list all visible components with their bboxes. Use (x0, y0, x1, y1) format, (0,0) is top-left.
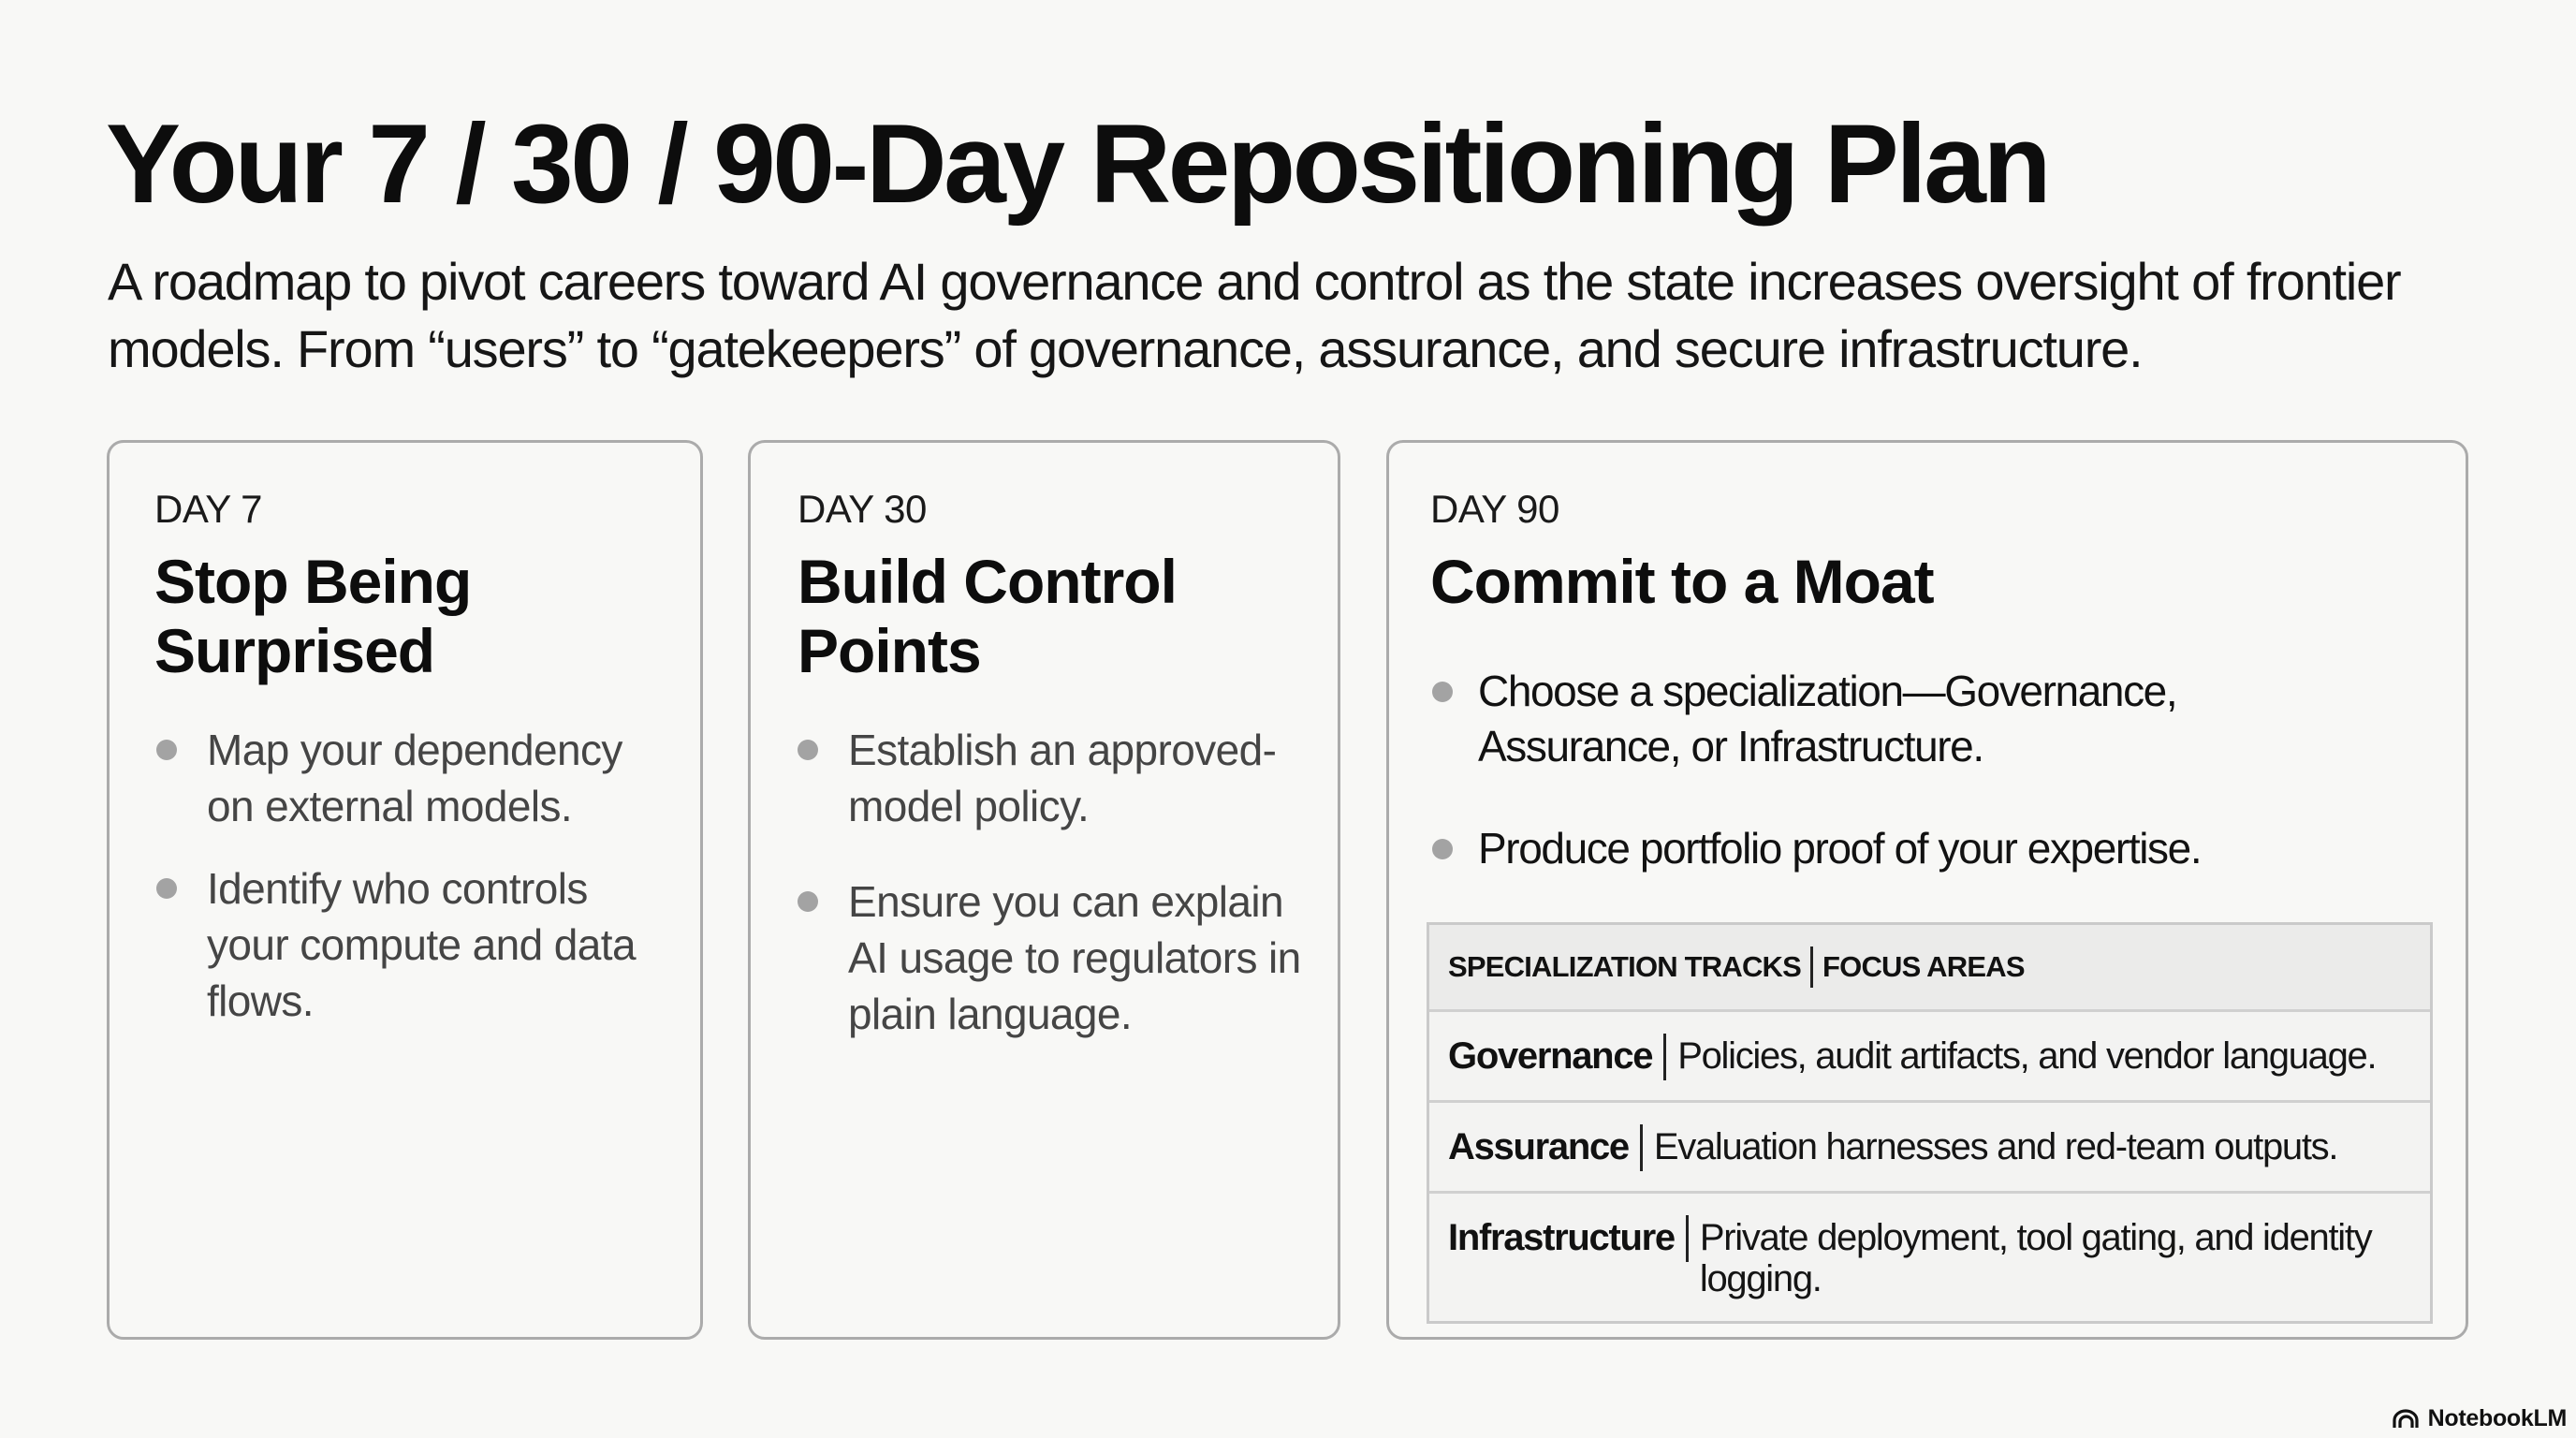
bullet-text: Establish an approved-model policy. (848, 726, 1277, 830)
bullet-dot-icon (156, 740, 177, 760)
track-focus: Evaluation harnesses and red-team outputs. (1653, 1126, 2338, 1167)
column-header-focus: FOCUS AREAS (1822, 950, 2025, 983)
card-day-30 (748, 440, 1340, 1340)
bullet-text: Identify who controls your compute and data flows. (207, 864, 636, 1025)
card-heading: Commit to a Moat (1430, 547, 1934, 616)
day-label: DAY 30 (798, 487, 927, 531)
column-separator (1640, 1124, 1643, 1171)
notebooklm-logo-icon (2392, 1408, 2420, 1429)
list-item (794, 873, 1318, 1042)
bullet-list (794, 722, 1318, 1042)
slide-subtitle: A roadmap to pivot careers toward AI governance and control as the state increases oversight of frontier models. From “users” to “gatekeepers” of governance, assurance, and secure infrastructure. (108, 252, 2401, 378)
list-item (153, 860, 677, 1029)
bullet-text: Ensure you can explain AI usage to regulators in plain language. (848, 877, 1301, 1038)
track-name: Assurance (1448, 1126, 1629, 1167)
bullet-dot-icon (156, 878, 177, 899)
bullet-dot-icon (1432, 839, 1453, 859)
list-item (1428, 664, 2246, 774)
bullet-list (153, 722, 677, 1029)
table-row (1429, 1009, 2430, 1100)
track-focus: Private deployment, tool gating, and identity logging. (1699, 1217, 2372, 1299)
bullet-dot-icon (798, 740, 818, 760)
column-separator (1810, 946, 1813, 988)
table-row (1429, 1191, 2430, 1321)
track-focus: Policies, audit artifacts, and vendor language. (1677, 1035, 2377, 1077)
track-name: Governance (1448, 1035, 1653, 1077)
bullet-dot-icon (798, 891, 818, 912)
day-label: DAY 90 (1430, 487, 1559, 531)
card-heading: Build Control Points (798, 547, 1177, 685)
column-separator (1663, 1034, 1666, 1080)
card-day-90 (1386, 440, 2468, 1340)
card-day-7 (107, 440, 703, 1340)
specialization-table (1427, 922, 2433, 1324)
bullet-dot-icon (1432, 682, 1453, 702)
list-item (153, 722, 677, 834)
list-item (1428, 821, 2439, 876)
brand-label: NotebookLM (2427, 1405, 2567, 1431)
column-separator (1686, 1215, 1689, 1262)
table-header-row (1429, 925, 2430, 1009)
slide-title: Your 7 / 30 / 90-Day Repositioning Plan (106, 101, 2049, 227)
notebooklm-branding (2392, 1406, 2567, 1431)
list-item (794, 722, 1318, 834)
table-row (1429, 1100, 2430, 1191)
column-header-tracks: SPECIALIZATION TRACKS (1448, 950, 1802, 983)
day-label: DAY 7 (154, 487, 263, 531)
track-name: Infrastructure (1448, 1217, 1675, 1258)
bullet-text: Map your dependency on external models. (207, 726, 622, 830)
bullet-text: Produce portfolio proof of your expertise. (1478, 824, 2202, 873)
bullet-list (1428, 664, 2439, 876)
card-heading: Stop Being Surprised (154, 547, 472, 685)
bullet-text: Choose a specialization—Governance, Assurance, or Infrastructure. (1478, 667, 2177, 770)
